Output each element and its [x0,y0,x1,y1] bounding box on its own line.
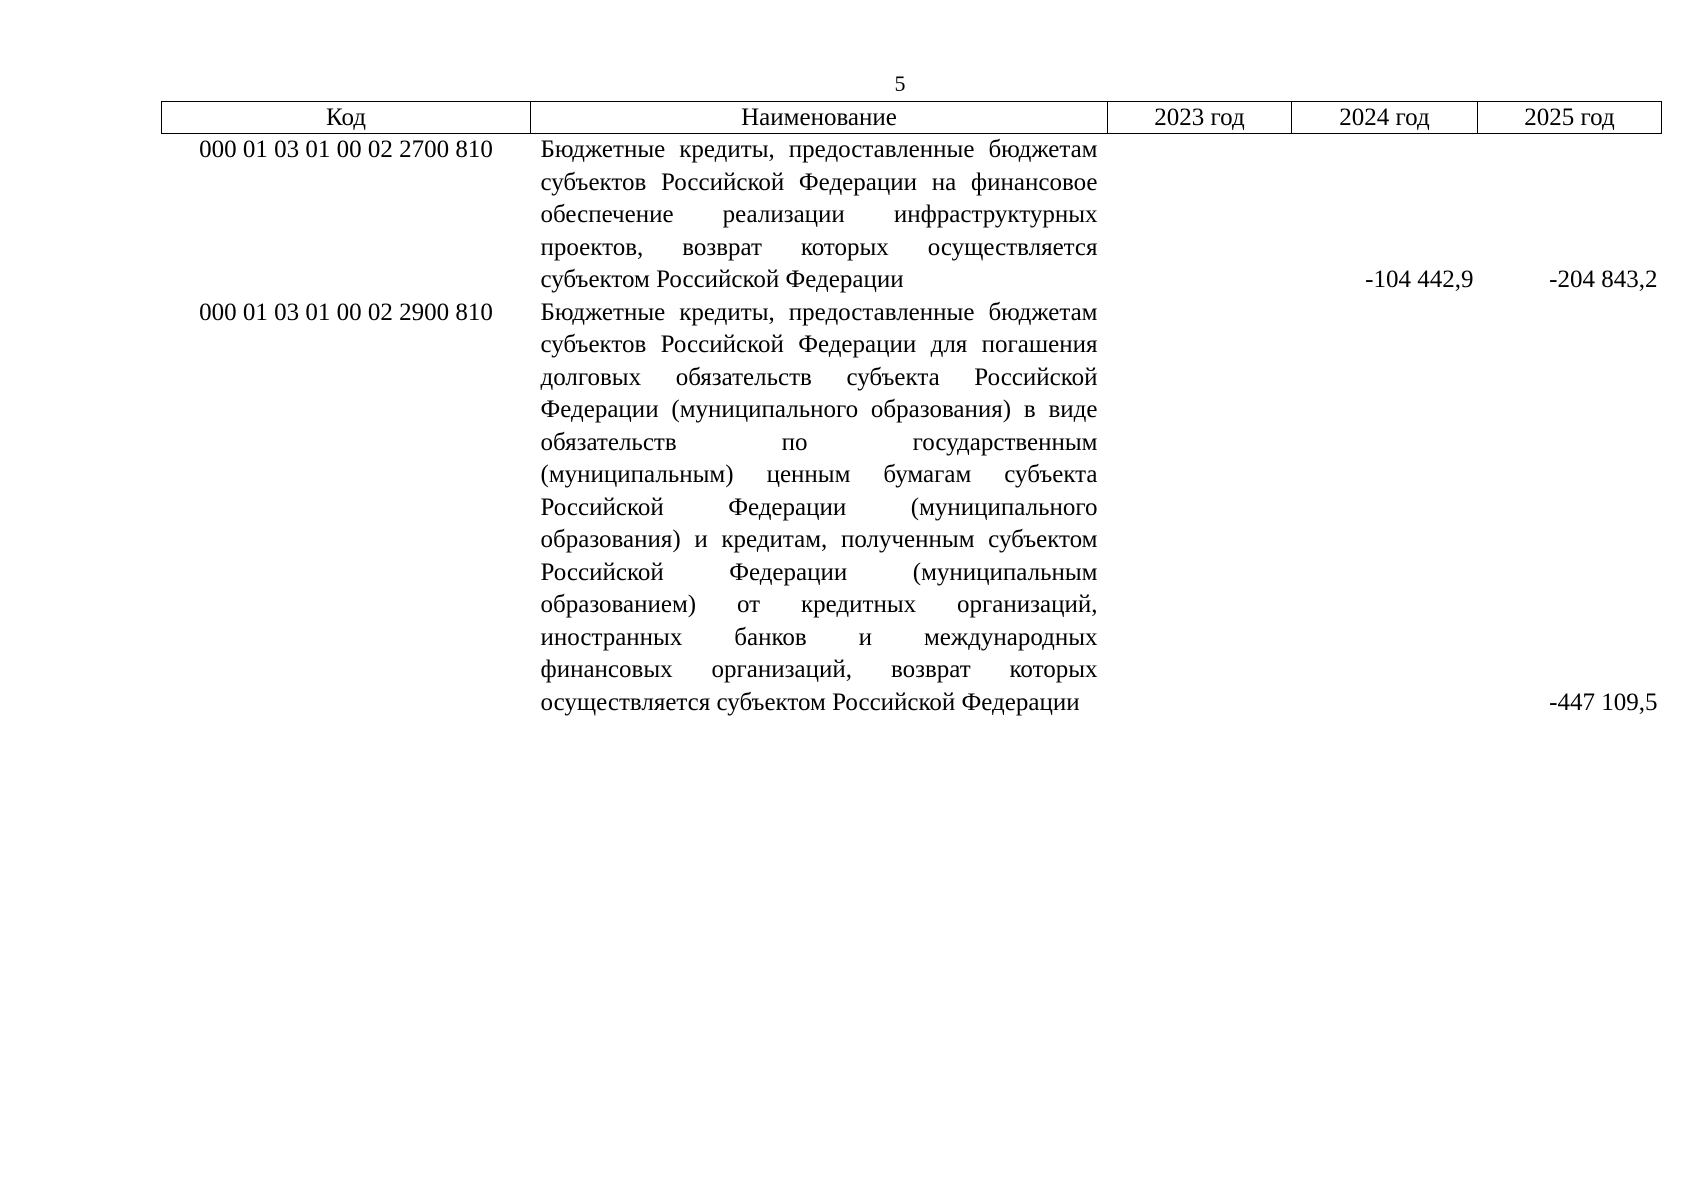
header-2023: 2023 год [1108,102,1292,134]
header-code: Код [162,102,531,134]
table-row [162,297,1662,720]
budget-table [161,101,1662,719]
row-value-2023 [1108,297,1292,720]
row-code: 000 01 03 01 00 02 2700 810 [199,136,493,163]
page-number: 5 [894,71,906,96]
row-value-2024 [1292,297,1478,720]
table-row [162,134,1662,297]
row-value-2025: -447 109,5 [1549,688,1658,716]
row-code: 000 01 03 01 00 02 2900 810 [199,298,493,326]
row-value-2023 [1108,134,1292,297]
header-2024: 2024 год [1292,102,1478,134]
row-value-2025: -204 843,2 [1549,266,1658,293]
row-value-2024: -104 442,9 [1365,266,1474,293]
table-header-row [162,102,1662,134]
row-name: Бюджетные кредиты, предоставленные бюджетам субъектов Российской Федерации на финансовое обеспечение реализации инфраструктурных проектов, возврат которых осуществляется субъектом Российской Федерации [540,136,1098,293]
row-name: Бюджетные кредиты, предоставленные бюджетам субъектов Российской Федерации для погашения долговых обязательств субъекта Российской Федерации (муниципального образования) в виде обязательств по государственным (муниципальным) ценным бумагам субъекта Российской Федерации (муниципального образования) и кредитам, полученным субъектом Российской Федерации (муниципальным образованием) от кредитных организаций, иностранных банков и международных финансовых организаций, возврат которых осуществляется субъектом Российской Федерации [540,298,1098,716]
header-name: Наименование [531,102,1108,134]
header-2025: 2025 год [1478,102,1662,134]
